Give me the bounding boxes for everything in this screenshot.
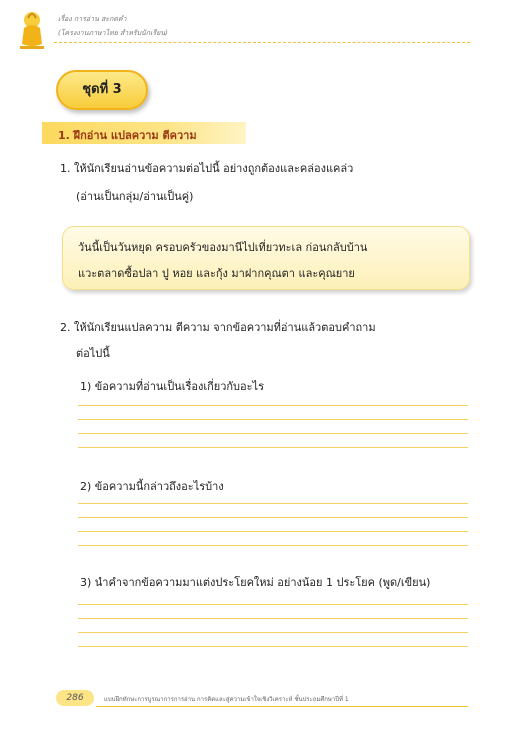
header-subtitle: (โครงงานภาษาไทย สำหรับนักเรียน) [58,29,168,37]
header-title: เรื่อง การอ่าน สะกดคำ [58,15,127,23]
answer-lines-3[interactable] [78,604,468,660]
header-divider [54,42,470,43]
page-number: 286 [66,693,84,703]
school-logo-icon [12,8,52,52]
subquestion-3: 3) นำคำจากข้อความมาแต่งประโยคใหม่ อย่างน้อย 1 ประโยค (พูด/เขียน) [80,576,431,589]
question-2-continued: ต่อไปนี้ [76,347,110,360]
question-1-note: (อ่านเป็นกลุ่ม/อ่านเป็นคู่) [76,190,194,203]
answer-line[interactable] [78,618,468,619]
answer-line[interactable] [78,545,468,546]
subquestion-1: 1) ข้อความที่อ่านเป็นเรื่องเกี่ยวกับอะไร [80,380,264,393]
answer-line[interactable] [78,632,468,633]
answer-lines-1[interactable] [78,405,468,461]
page-number-badge [56,690,94,706]
answer-line[interactable] [78,433,468,434]
answer-lines-2[interactable] [78,503,468,559]
answer-line[interactable] [78,447,468,448]
answer-line[interactable] [78,531,468,532]
set-label: ชุดที่ 3 [82,82,122,97]
answer-line[interactable] [78,419,468,420]
question-2: 2. ให้นักเรียนแปลความ ตีความ จากข้อความที่อ่านแล้วตอบคำถาม [60,321,376,334]
answer-line[interactable] [78,405,468,406]
footer-text: แบบฝึกทักษะการบูรณาการการอ่าน การคิดและสู่ความเข้าใจเชิงวิเคราะห์ ชั้นประถมศึกษาปีที่ 1 [104,696,349,703]
footer-divider [96,706,468,707]
passage-line-1: วันนี้เป็นวันหยุด ครอบครัวของมานีไปเที่ยวทะเล ก่อนกลับบ้าน [78,241,368,254]
answer-line[interactable] [78,646,468,647]
question-1: 1. ให้นักเรียนอ่านข้อความต่อไปนี้ อย่างถูกต้องและคล่องแคล่ว [60,162,354,175]
answer-line[interactable] [78,503,468,504]
answer-line[interactable] [78,517,468,518]
section-title: 1. ฝึกอ่าน แปลความ ตีความ [58,129,197,142]
passage-line-2: แวะตลาดซื้อปลา ปู หอย และกุ้ง มาฝากคุณตา และคุณยาย [78,267,355,280]
set-badge [56,70,148,110]
answer-line[interactable] [78,604,468,605]
subquestion-2: 2) ข้อความนี้กล่าวถึงอะไรบ้าง [80,480,224,493]
